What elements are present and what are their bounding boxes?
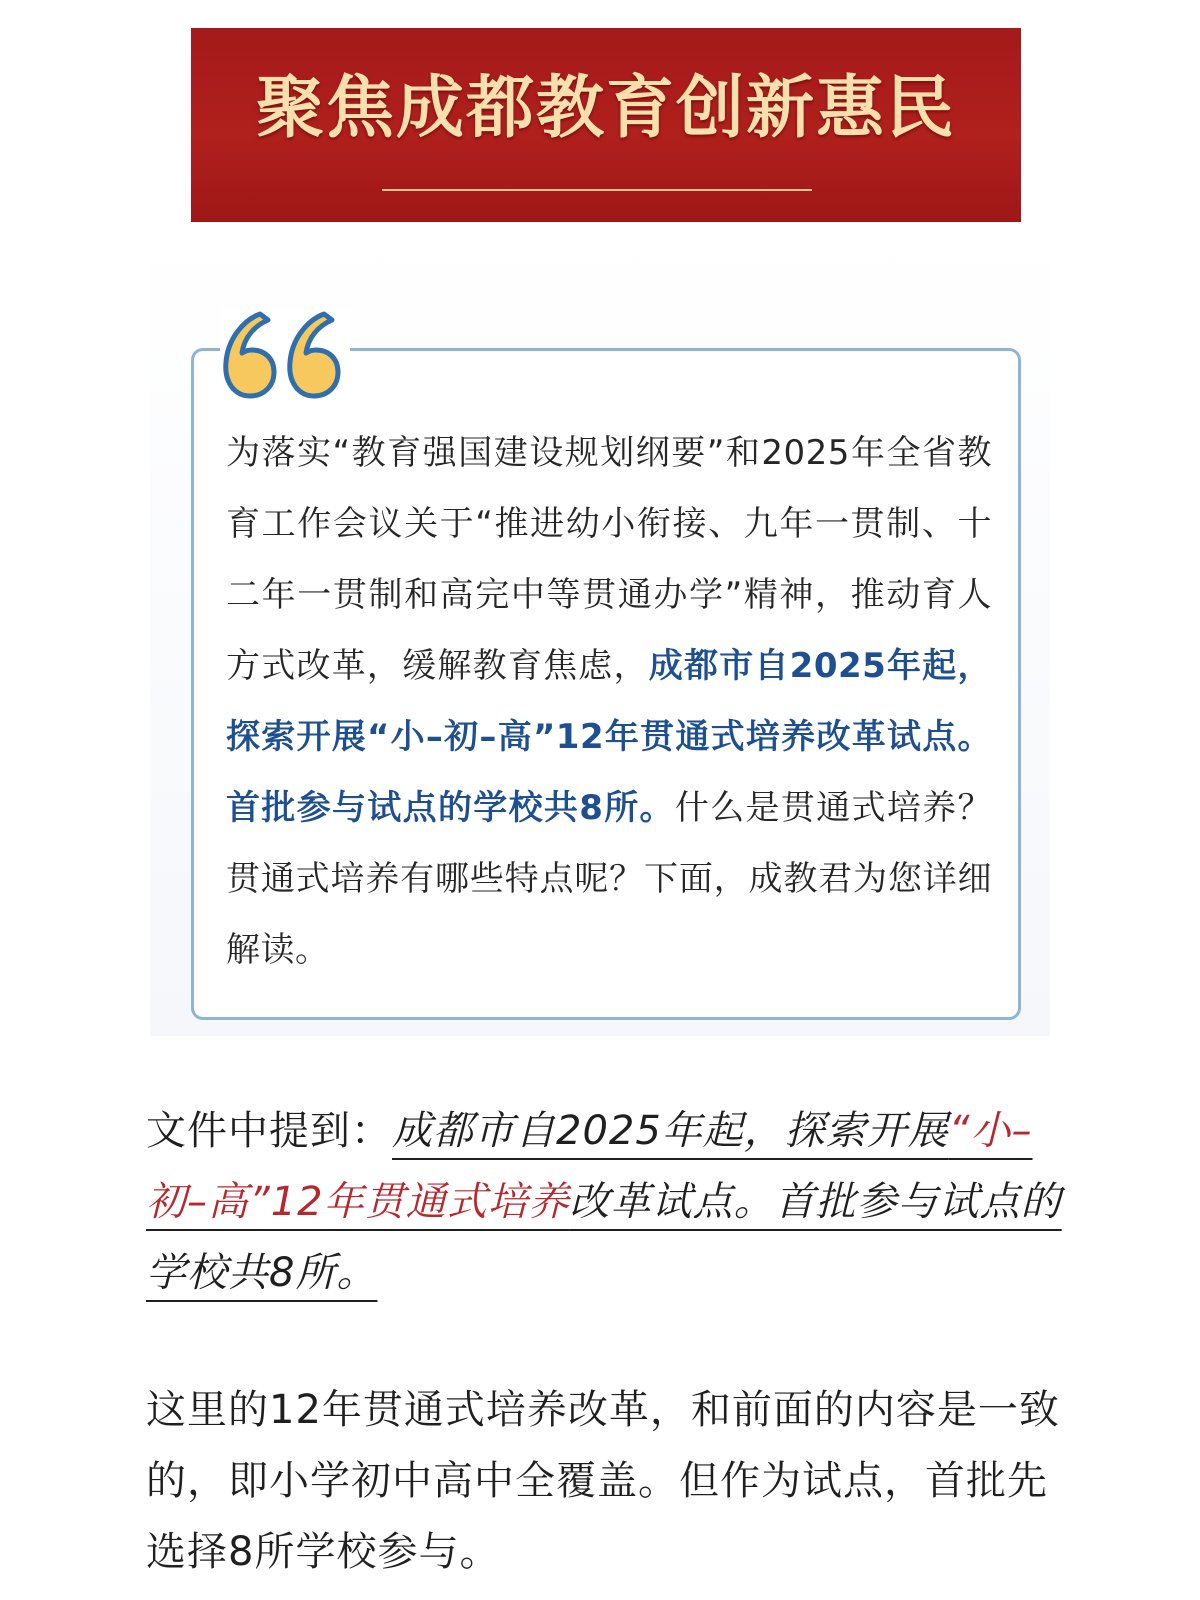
quote-text-ending: 什么是贯通式培养？贯通式培养有哪些特点呢？下面，成教君为您详细解读。: [226, 788, 992, 970]
header-banner: [191, 28, 1021, 222]
quoted-excerpt-part1: 成都市自2025年起，探索开展: [392, 1108, 949, 1154]
quote-text: [226, 418, 992, 986]
quote-text-plain: 为落实“教育强国建设规划纲要”和2025年全省教育工作会议关于“推进幼小衔接、九年一贯制、十二年一贯制和高完中等贯通办学”精神，推动育人方式改革，缓解教育焦虑，: [226, 433, 992, 686]
banner-title: 聚焦成都教育创新惠民: [255, 68, 956, 148]
paragraph-lead: 文件中提到：: [146, 1108, 392, 1154]
double-quote-icon: [220, 308, 350, 400]
paragraph-file-mention: [146, 1096, 1066, 1309]
banner-divider: [382, 189, 812, 191]
paragraph-explanation: 这里的12年贯通式培养改革，和前面的内容是一致的，即小学初中高中全覆盖。但作为试点，首批先选择8所学校参与。: [146, 1387, 1060, 1575]
quote-text-highlight: 成都市自2025年起，探索开展“小–初–高”12年贯通式培养改革试点。首批参与试点的学校共8所。: [226, 646, 993, 828]
quoted-excerpt-part2: 改革试点。首批参与试点的学校共8所。: [146, 1179, 1062, 1296]
quoted-excerpt-red: “小–初–高”12年贯通式培养: [146, 1108, 1033, 1225]
